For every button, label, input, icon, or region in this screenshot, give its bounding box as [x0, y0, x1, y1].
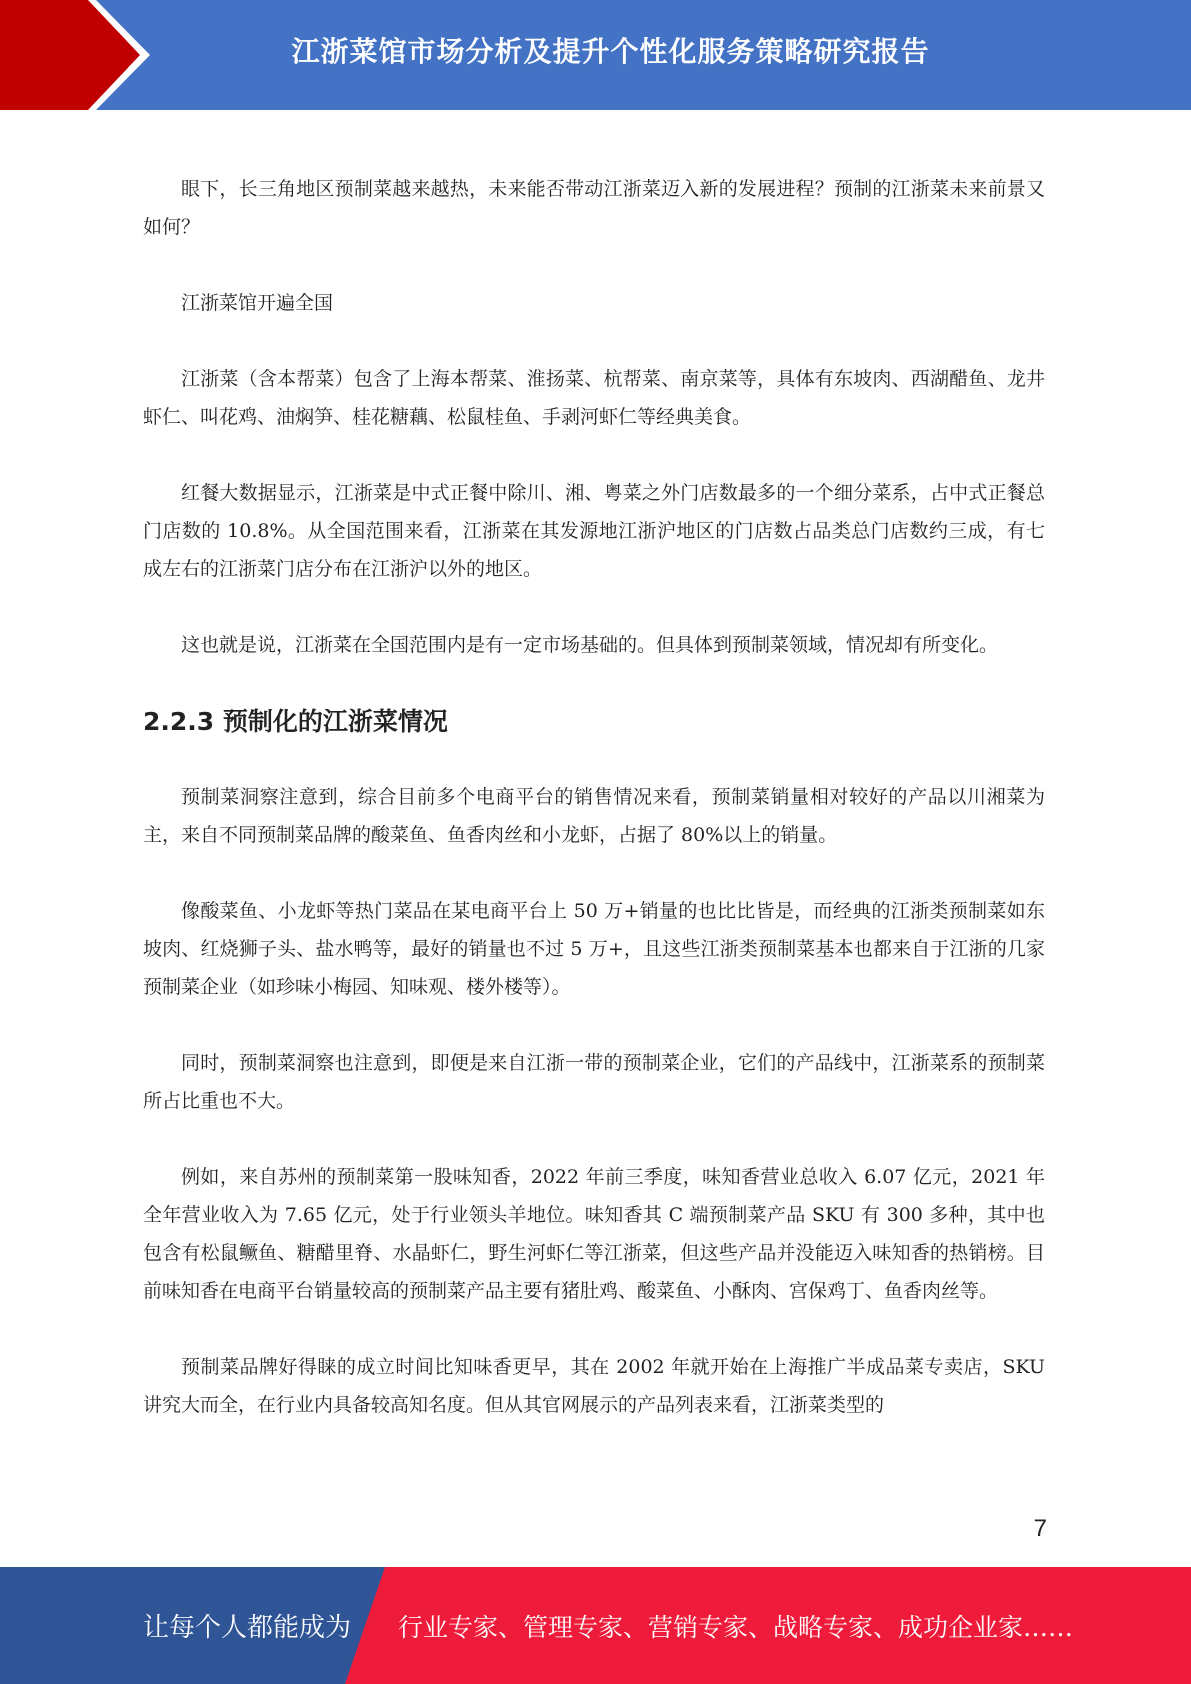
paragraph: 预制菜品牌好得睐的成立时间比知味香更早，其在 2002 年就开始在上海推广半成品菜专卖店，SKU 讲究大而全，在行业内具备较高知名度。但从其官网展示的产品列表来看，江浙菜类型的 [143, 1356, 1045, 1416]
paragraph: 江浙菜（含本帮菜）包含了上海本帮菜、淮扬菜、杭帮菜、南京菜等，具体有东坡肉、西湖醋鱼、龙井虾仁、叫花鸡、油焖笋、桂花糖藕、松鼠桂鱼、手剥河虾仁等经典美食。 [143, 368, 1045, 428]
page-number: 7 [1033, 1515, 1047, 1542]
section-heading: 2.2.3 预制化的江浙菜情况 [143, 707, 448, 736]
page-header [0, 0, 1191, 110]
page-footer [0, 1567, 1191, 1684]
paragraph: 眼下，长三角地区预制菜越来越热，未来能否带动江浙菜迈入新的发展进程？预制的江浙菜未来前景又如何？ [143, 178, 1045, 238]
document-title: 江浙菜馆市场分析及提升个性化服务策略研究报告 [291, 35, 930, 68]
paragraph: 预制菜洞察注意到，综合目前多个电商平台的销售情况来看，预制菜销量相对较好的产品以川湘菜为主，来自不同预制菜品牌的酸菜鱼、鱼香肉丝和小龙虾，占据了 80%以上的销量。 [143, 786, 1045, 846]
header-chevron-icon [0, 0, 150, 110]
paragraph: 像酸菜鱼、小龙虾等热门菜品在某电商平台上 50 万+销量的也比比皆是，而经典的江浙类预制菜如东坡肉、红烧狮子头、盐水鸭等，最好的销量也不过 5 万+，且这些江浙类预制菜基本也都来自于江浙的几家预制菜企业（如珍味小梅园、知味观、楼外楼等）。 [143, 900, 1045, 998]
main-content [143, 170, 1045, 1462]
paragraph: 红餐大数据显示，江浙菜是中式正餐中除川、湘、粤菜之外门店数最多的一个细分菜系，占中式正餐总门店数的 10.8%。从全国范围来看，江浙菜在其发源地江浙沪地区的门店数占品类总门店数约三成，有七成左右的江浙菜门店分布在江浙沪以外的地区。 [143, 482, 1045, 580]
paragraph: 这也就是说，江浙菜在全国范围内是有一定市场基础的。但具体到预制菜领域，情况却有所变化。 [181, 634, 999, 656]
paragraph: 例如，来自苏州的预制菜第一股味知香，2022 年前三季度，味知香营业总收入 6.07 亿元，2021 年全年营业收入为 7.65 亿元，处于行业领头羊地位。味知香其 C 端预制菜产品 SKU 有 300 多种，其中也包含有松鼠鳜鱼、糖醋里脊、水晶虾仁，野生河虾仁等江浙菜，但这些产品并没能迈入味知香的热销榜。目前味知香在电商平台销量较高的预制菜产品主要有猪肚鸡、酸菜鱼、小酥肉、宫保鸡丁、鱼香肉丝等。 [143, 1166, 1045, 1302]
paragraph: 江浙菜馆开遍全国 [181, 292, 334, 314]
footer-roles: 行业专家、管理专家、营销专家、战略专家、成功企业家…… [398, 1612, 1074, 1642]
paragraph: 同时，预制菜洞察也注意到，即便是来自江浙一带的预制菜企业，它们的产品线中，江浙菜系的预制菜所占比重也不大。 [143, 1052, 1045, 1112]
footer-slogan: 让每个人都能成为 [143, 1613, 352, 1643]
